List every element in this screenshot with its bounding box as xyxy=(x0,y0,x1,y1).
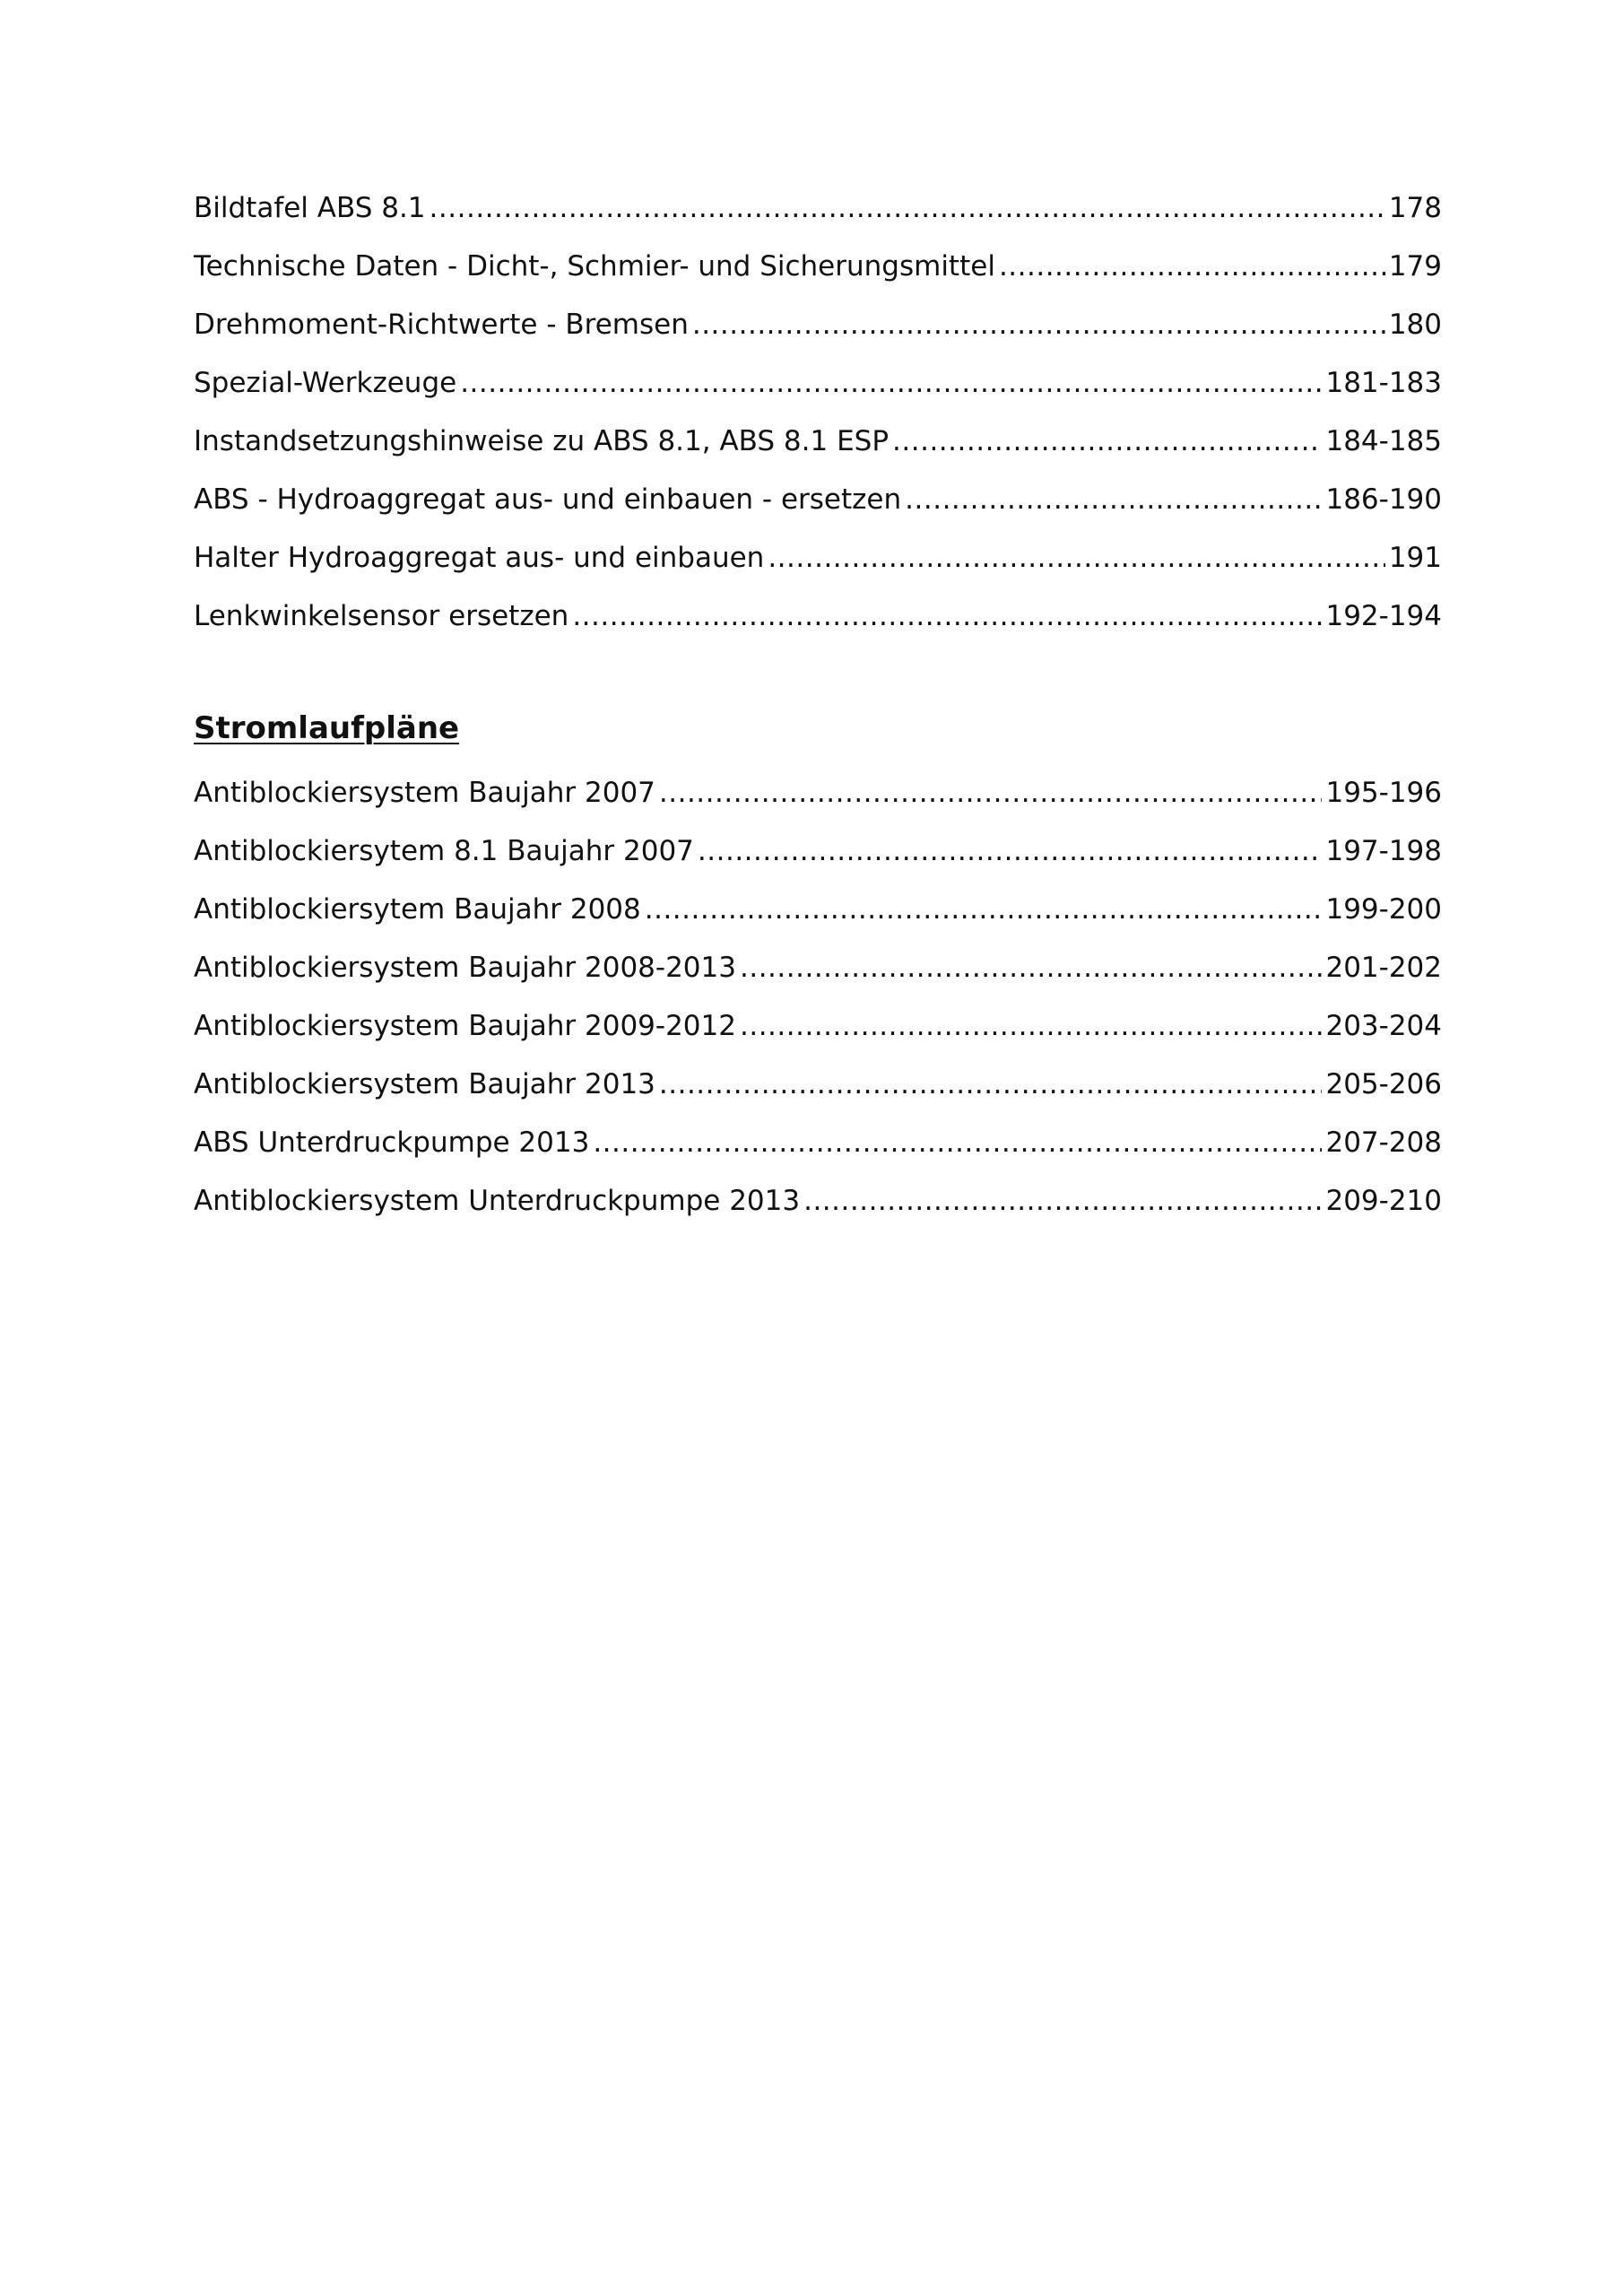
toc-entry-page: 209-210 xyxy=(1325,1185,1442,1217)
toc-entry[interactable] xyxy=(194,305,1442,363)
toc-entry-page: 195-196 xyxy=(1325,777,1442,809)
toc-entry[interactable] xyxy=(194,831,1442,890)
toc-entry-title: Antiblockiersystem Baujahr 2013 xyxy=(194,1068,655,1100)
toc-entry-page: 181-183 xyxy=(1325,367,1442,399)
toc-entry-page: 199-200 xyxy=(1325,893,1442,926)
toc-entry[interactable] xyxy=(194,422,1442,480)
toc-entry[interactable] xyxy=(194,1123,1442,1181)
toc-entry-page: 180 xyxy=(1388,309,1442,341)
toc-entry-page: 179 xyxy=(1388,250,1442,283)
toc-entry-title: Antiblockiersytem Baujahr 2008 xyxy=(194,893,641,926)
toc-entry-page: 192-194 xyxy=(1325,600,1442,632)
dot-leader xyxy=(803,1181,1322,1221)
dot-leader xyxy=(593,1123,1322,1162)
toc-entry-title: Antiblockiersystem Unterdruckpumpe 2013 xyxy=(194,1185,801,1217)
dot-leader xyxy=(645,890,1323,929)
dot-leader xyxy=(460,363,1322,403)
toc-list-wiring-diagrams xyxy=(194,773,1442,1239)
toc-entry[interactable] xyxy=(194,773,1442,831)
dot-leader xyxy=(740,1006,1322,1046)
toc-entry-title: Antiblockiersystem Baujahr 2007 xyxy=(194,777,655,809)
toc-entry-title: Technische Daten - Dicht-, Schmier- und Sicherungsmittel xyxy=(194,250,995,283)
toc-entry[interactable] xyxy=(194,538,1442,596)
toc-entry-page: 207-208 xyxy=(1325,1126,1442,1159)
toc-entry-page: 191 xyxy=(1388,542,1442,574)
toc-entry-title: ABS Unterdruckpumpe 2013 xyxy=(194,1126,590,1159)
toc-entry-page: 205-206 xyxy=(1325,1068,1442,1100)
toc-entry-title: Antiblockiersytem 8.1 Baujahr 2007 xyxy=(194,835,694,867)
toc-entry[interactable] xyxy=(194,247,1442,305)
dot-leader xyxy=(740,948,1322,987)
toc-entry-title: Bildtafel ABS 8.1 xyxy=(194,192,426,224)
toc-entry[interactable] xyxy=(194,948,1442,1006)
dot-leader xyxy=(659,1065,1323,1104)
toc-entry-title: Halter Hydroaggregat aus- und einbauen xyxy=(194,542,765,574)
dot-leader xyxy=(892,422,1322,461)
toc-entry[interactable] xyxy=(194,596,1442,655)
dot-leader xyxy=(659,773,1323,813)
toc-entry-page: 203-204 xyxy=(1325,1010,1442,1042)
toc-entry-page: 201-202 xyxy=(1325,952,1442,984)
toc-entry-title: Lenkwinkelsensor ersetzen xyxy=(194,600,569,632)
toc-entry[interactable] xyxy=(194,1065,1442,1123)
toc-entry-page: 178 xyxy=(1388,192,1442,224)
toc-entry-title: ABS - Hydroaggregat aus- und einbauen - ersetzen xyxy=(194,483,902,516)
section-heading: Stromlaufpläne xyxy=(194,710,460,746)
dot-leader xyxy=(768,538,1385,578)
toc-entry-title: Antiblockiersystem Baujahr 2009-2012 xyxy=(194,1010,736,1042)
toc-entry[interactable] xyxy=(194,188,1442,247)
toc-entry-page: 197-198 xyxy=(1325,835,1442,867)
dot-leader xyxy=(999,247,1385,286)
dot-leader xyxy=(692,305,1385,344)
toc-entry[interactable] xyxy=(194,1181,1442,1239)
toc-entry-page: 184-185 xyxy=(1325,425,1442,457)
toc-entry-title: Spezial-Werkzeuge xyxy=(194,367,457,399)
toc-list-general xyxy=(194,188,1442,655)
toc-entry[interactable] xyxy=(194,480,1442,538)
toc-entry-page: 186-190 xyxy=(1325,483,1442,516)
dot-leader xyxy=(430,188,1385,228)
toc-entry[interactable] xyxy=(194,1006,1442,1065)
dot-leader xyxy=(698,831,1323,871)
toc-entry-title: Antiblockiersystem Baujahr 2008-2013 xyxy=(194,952,736,984)
toc-entry-title: Instandsetzungshinweise zu ABS 8.1, ABS 8.1 ESP xyxy=(194,425,890,457)
dot-leader xyxy=(572,596,1322,636)
toc-entry[interactable] xyxy=(194,890,1442,948)
toc-entry-title: Drehmoment-Richtwerte - Bremsen xyxy=(194,309,689,341)
dot-leader xyxy=(905,480,1322,519)
toc-entry[interactable] xyxy=(194,363,1442,422)
